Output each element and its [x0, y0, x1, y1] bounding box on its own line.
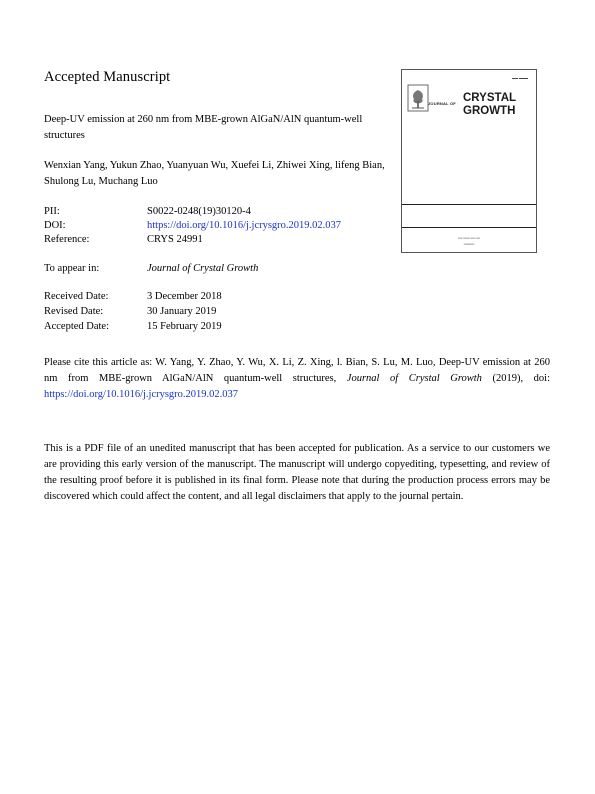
- elsevier-tree-logo-icon: [407, 84, 429, 112]
- accepted-value: 15 February 2019: [147, 321, 222, 332]
- pii-row: [44, 205, 251, 219]
- disclaimer-paragraph: This is a PDF file of an unedited manuscript that has been accepted for publication. As a service to our customers we are providing this early version of the manuscript. The manuscript will undergo copyediting, typesetting, and review of the resulting proof before it is published in its final form. Please note that during the production process errors may be discovered which could affect the content, and all legal disclaimers that apply to the journal pertain.: [44, 443, 550, 502]
- cover-title-line1: CRYSTAL: [463, 92, 517, 104]
- journal-cover: [401, 69, 537, 253]
- doi-label: DOI:: [44, 220, 66, 231]
- pii-label: PII:: [44, 206, 60, 217]
- citation-paragraph: [44, 355, 550, 403]
- cover-band: [402, 204, 536, 228]
- citation-doi-link[interactable]: https://doi.org/10.1016/j.jcrysgro.2019.02.037: [44, 389, 239, 400]
- accepted-row: [44, 320, 222, 334]
- cover-header: [402, 70, 536, 204]
- journal-name: Journal of Crystal Growth: [147, 263, 259, 274]
- accepted-label: Accepted Date:: [44, 321, 110, 332]
- received-row: [44, 290, 222, 304]
- reference-value: CRYS 24991: [147, 234, 203, 245]
- revised-value: 30 January 2019: [147, 306, 217, 317]
- citation-journal: Journal of Crystal Growth: [346, 373, 482, 384]
- citation-suffix: (2019), doi:: [492, 373, 551, 384]
- revised-label: Revised Date:: [44, 306, 104, 317]
- cover-journal-title: [463, 92, 516, 117]
- received-value: 3 December 2018: [147, 291, 222, 302]
- appear-label: To appear in:: [44, 263, 100, 274]
- cover-footer: [402, 228, 536, 252]
- cover-fine-print-2: ▪▪▪▪▪▪▪▪▪▪: [463, 242, 475, 246]
- article-title: Deep-UV emission at 260 nm from MBE-grown AlGaN/AlN quantum-well structures: [44, 114, 363, 141]
- doi-link[interactable]: https://doi.org/10.1016/j.jcrysgro.2019.02.037: [147, 220, 342, 231]
- pii-value: S0022-0248(19)30120-4: [147, 206, 251, 217]
- appear-row: [44, 262, 258, 276]
- cover-journal-of: JOURNAL OF: [428, 101, 456, 106]
- doi-row: [44, 219, 341, 233]
- cover-title-line2: GROWTH: [463, 104, 516, 117]
- reference-row: [44, 233, 203, 247]
- cover-volume-text: ▬▬ ▬▬▬: [512, 76, 528, 80]
- author-list: Wenxian Yang, Yukun Zhao, Yuanyuan Wu, Xuefei Li, Zhiwei Xing, lifeng Bian, Shulong Lu, Muchang Luo: [44, 160, 385, 187]
- page-heading: Accepted Manuscript: [44, 69, 171, 85]
- received-label: Received Date:: [44, 291, 109, 302]
- revised-row: [44, 305, 216, 319]
- cover-fine-print-1: ▪▪▪▪ ▪▪▪▪▪▪ ▪▪▪▪ ▪▪▪▪: [458, 236, 480, 240]
- reference-label: Reference:: [44, 234, 90, 245]
- citation-prefix: Please cite this article as: W. Yang, Y. Zhao, Y. Wu, X. Li, Z. Xing, l. Bian, S. Lu, M. Luo, Deep-UV emission at 260 nm from MBE-grown AlGaN/AlN quantum-well structures,: [44, 357, 550, 384]
